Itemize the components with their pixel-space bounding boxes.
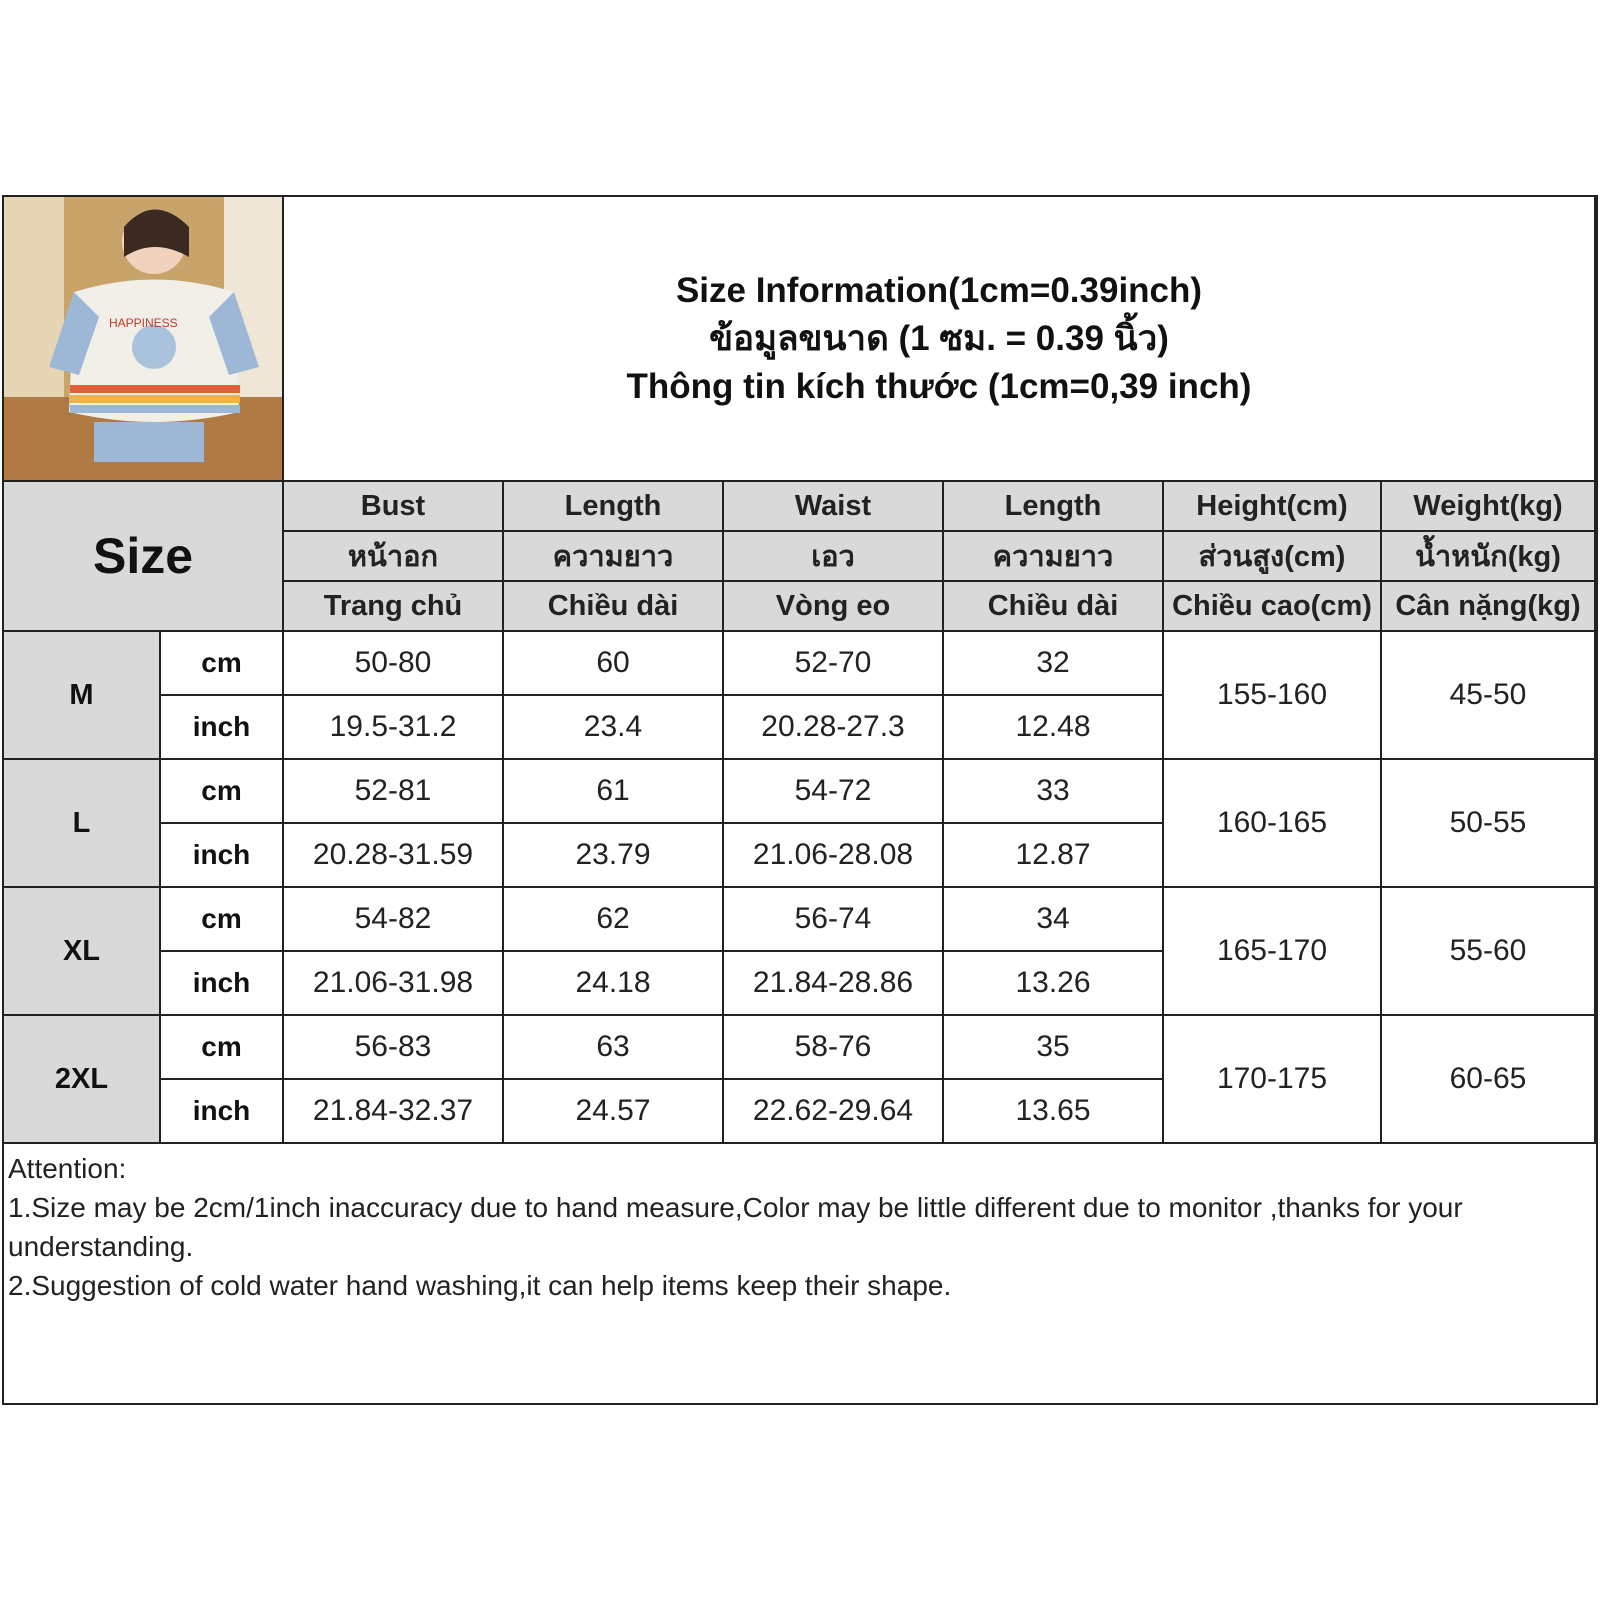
inch-value: 20.28-27.3 xyxy=(724,696,944,760)
inch-value: 23.79 xyxy=(504,824,724,888)
column-header-en: Length xyxy=(944,482,1164,532)
notes-line-2: 2.Suggestion of cold water hand washing,it can help items keep their shape. xyxy=(8,1270,952,1301)
size-label: M xyxy=(4,632,161,760)
inch-value: 22.62-29.64 xyxy=(724,1080,944,1144)
product-image xyxy=(4,197,282,480)
product-photo xyxy=(4,197,284,482)
inch-value: 19.5-31.2 xyxy=(284,696,504,760)
inch-value: 23.4 xyxy=(504,696,724,760)
inch-value: 12.48 xyxy=(944,696,1164,760)
cm-value: 60 xyxy=(504,632,724,696)
cm-value: 52-81 xyxy=(284,760,504,824)
title-vietnamese: Thông tin kích thước (1cm=0,39 inch) xyxy=(626,366,1252,406)
inch-value: 13.26 xyxy=(944,952,1164,1016)
unit-inch: inch xyxy=(161,824,284,888)
height-value: 165-170 xyxy=(1164,888,1382,1016)
column-header-vi: Cân nặng(kg) xyxy=(1382,582,1596,632)
column-header-vi: Chiều cao(cm) xyxy=(1164,582,1382,632)
cm-value: 54-72 xyxy=(724,760,944,824)
inch-value: 21.84-32.37 xyxy=(284,1080,504,1144)
cm-value: 54-82 xyxy=(284,888,504,952)
cm-value: 58-76 xyxy=(724,1016,944,1080)
size-label: 2XL xyxy=(4,1016,161,1144)
column-header-vi: Trang chủ xyxy=(284,582,504,632)
weight-value: 50-55 xyxy=(1382,760,1596,888)
inch-value: 21.84-28.86 xyxy=(724,952,944,1016)
size-chart xyxy=(2,195,1598,1405)
cm-value: 63 xyxy=(504,1016,724,1080)
title-english: Size Information(1cm=0.39inch) xyxy=(675,270,1203,310)
cm-value: 56-83 xyxy=(284,1016,504,1080)
column-header-en: Height(cm) xyxy=(1164,482,1382,532)
cm-value: 50-80 xyxy=(284,632,504,696)
inch-value: 12.87 xyxy=(944,824,1164,888)
column-header-th: ความยาว xyxy=(944,532,1164,582)
cm-value: 34 xyxy=(944,888,1164,952)
unit-inch: inch xyxy=(161,1080,284,1144)
inch-value: 21.06-31.98 xyxy=(284,952,504,1016)
unit-inch: inch xyxy=(161,952,284,1016)
cm-value: 61 xyxy=(504,760,724,824)
unit-cm: cm xyxy=(161,1016,284,1080)
inch-value: 24.57 xyxy=(504,1080,724,1144)
column-header-th: ความยาว xyxy=(504,532,724,582)
unit-cm: cm xyxy=(161,632,284,696)
weight-value: 45-50 xyxy=(1382,632,1596,760)
height-value: 155-160 xyxy=(1164,632,1382,760)
title-block xyxy=(284,197,1596,482)
size-label: L xyxy=(4,760,161,888)
cm-value: 32 xyxy=(944,632,1164,696)
column-header-en: Length xyxy=(504,482,724,532)
cm-value: 35 xyxy=(944,1016,1164,1080)
height-value: 160-165 xyxy=(1164,760,1382,888)
cm-value: 33 xyxy=(944,760,1164,824)
column-header-vi: Chiều dài xyxy=(944,582,1164,632)
weight-value: 60-65 xyxy=(1382,1016,1596,1144)
cm-value: 62 xyxy=(504,888,724,952)
unit-cm: cm xyxy=(161,888,284,952)
size-label: XL xyxy=(4,888,161,1016)
notes-heading: Attention: xyxy=(8,1153,127,1184)
height-value: 170-175 xyxy=(1164,1016,1382,1144)
unit-inch: inch xyxy=(161,696,284,760)
weight-value: 55-60 xyxy=(1382,888,1596,1016)
cm-value: 56-74 xyxy=(724,888,944,952)
svg-text:HAPPINESS: HAPPINESS xyxy=(109,316,178,330)
inch-value: 20.28-31.59 xyxy=(284,824,504,888)
column-header-th: น้ำหนัก(kg) xyxy=(1382,532,1596,582)
inch-value: 13.65 xyxy=(944,1080,1164,1144)
column-header-th: หน้าอก xyxy=(284,532,504,582)
cm-value: 52-70 xyxy=(724,632,944,696)
inch-value: 21.06-28.08 xyxy=(724,824,944,888)
column-header-en: Waist xyxy=(724,482,944,532)
column-header-vi: Chiều dài xyxy=(504,582,724,632)
attention-notes xyxy=(4,1147,1596,1307)
column-header-en: Weight(kg) xyxy=(1382,482,1596,532)
column-header-th: เอว xyxy=(724,532,944,582)
notes-line-1: 1.Size may be 2cm/1inch inaccuracy due to hand measure,Color may be little different due to monitor ,thanks for your understanding. xyxy=(8,1192,1463,1262)
inch-value: 24.18 xyxy=(504,952,724,1016)
size-header: Size xyxy=(4,482,284,632)
column-header-th: ส่วนสูง(cm) xyxy=(1164,532,1382,582)
column-header-vi: Vòng eo xyxy=(724,582,944,632)
title-thai: ข้อมูลขนาด (1 ซม. = 0.39 นิ้ว) xyxy=(709,318,1169,358)
unit-cm: cm xyxy=(161,760,284,824)
column-header-en: Bust xyxy=(284,482,504,532)
